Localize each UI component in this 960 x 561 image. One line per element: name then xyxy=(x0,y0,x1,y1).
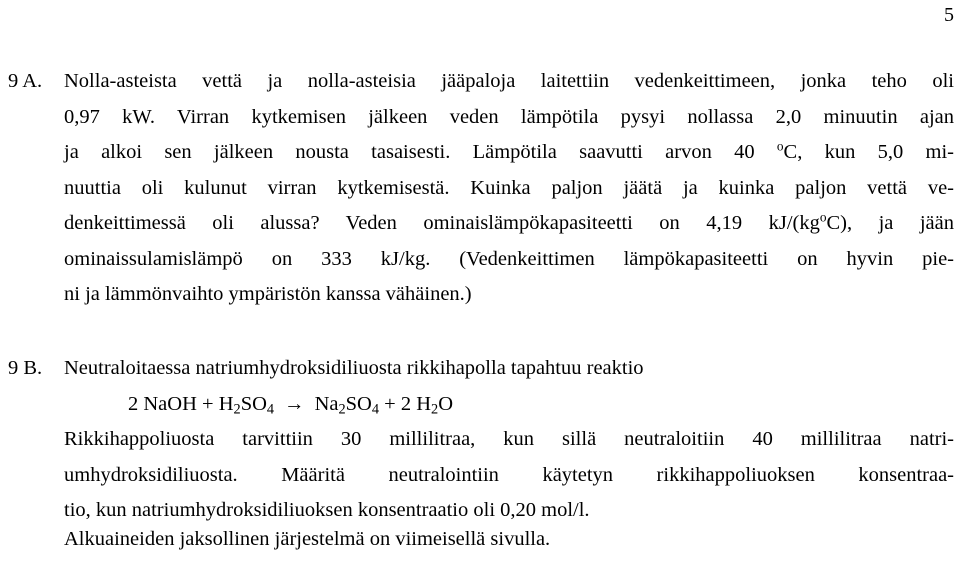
problem-text xyxy=(64,351,954,529)
equation-term: 2 NaOH + H xyxy=(128,392,234,415)
problem-text xyxy=(64,64,954,313)
text-fragment: denkeittimessä oli alussa? Veden ominaislämpökapasiteetti on 4,19 kJ/(kg xyxy=(64,212,820,234)
reaction-arrow-icon: → xyxy=(284,392,305,415)
text-line xyxy=(64,206,954,242)
chemical-equation xyxy=(64,387,954,423)
problem-9b xyxy=(8,351,954,529)
subscript: 4 xyxy=(371,401,380,418)
text-line: tio, kun natriumhydroksidiliuoksen konsentraatio oli 0,20 mol/l. xyxy=(64,499,590,521)
subscript: 2 xyxy=(233,401,241,418)
equation-term: Na xyxy=(314,392,339,415)
footer-note: Alkuaineiden jaksollinen järjestelmä on viimeisellä sivulla. xyxy=(64,528,551,550)
text-line: nuuttia oli kulunut virran kytkemisestä. Kuinka paljon jäätä ja kuinka paljon vettä ve- xyxy=(64,176,954,199)
equation-term: SO xyxy=(240,392,267,415)
text-line: 0,97 kW. Virran kytkemisen jälkeen veden lämpötila pysyi nollassa 2,0 minuutin ajan xyxy=(64,105,954,128)
equation-term: SO xyxy=(345,392,372,415)
problem-label: 9 B. xyxy=(8,357,43,379)
page-number: 5 xyxy=(944,4,954,26)
text-fragment: C, kun 5,0 mi- xyxy=(783,141,954,163)
text-line: ominaissulamislämpö on 333 kJ/kg. (Vedenkeittimen lämpökapasiteetti on hyvin pie- xyxy=(64,247,954,270)
subscript: 4 xyxy=(266,401,275,418)
degree-superscript: o xyxy=(776,138,784,154)
text-line: Nolla-asteista vettä ja nolla-asteisia jääpaloja laitettiin vedenkeittimeen, jonka teho oli xyxy=(64,70,954,92)
problem-9a xyxy=(8,64,954,313)
text-line: Neutraloitaessa natriumhydroksidiliuosta rikkihapolla tapahtuu reaktio xyxy=(64,357,644,379)
text-line: umhydroksidiliuosta. Määritä neutralointiin käytetyn rikkihappoliuoksen konsentraa- xyxy=(64,463,954,486)
text-line: Rikkihappoliuosta tarvittiin 30 millilitraa, kun sillä neutraloitiin 40 millilitraa natri- xyxy=(64,428,954,450)
subscript: 2 xyxy=(431,401,439,418)
equation-term: + 2 H xyxy=(379,392,432,415)
text-fragment: ja alkoi sen jälkeen nousta tasaisesti. Lämpötila saavutti arvon 40 xyxy=(64,141,777,163)
degree-superscript: o xyxy=(819,209,827,225)
subscript: 2 xyxy=(338,401,346,418)
text-fragment: C), ja jään xyxy=(826,212,954,234)
equation-term: O xyxy=(438,392,454,415)
text-line: ni ja lämmönvaihto ympäristön kanssa vähäinen.) xyxy=(64,283,472,305)
problem-label: 9 A. xyxy=(8,70,43,92)
text-line xyxy=(64,135,954,171)
